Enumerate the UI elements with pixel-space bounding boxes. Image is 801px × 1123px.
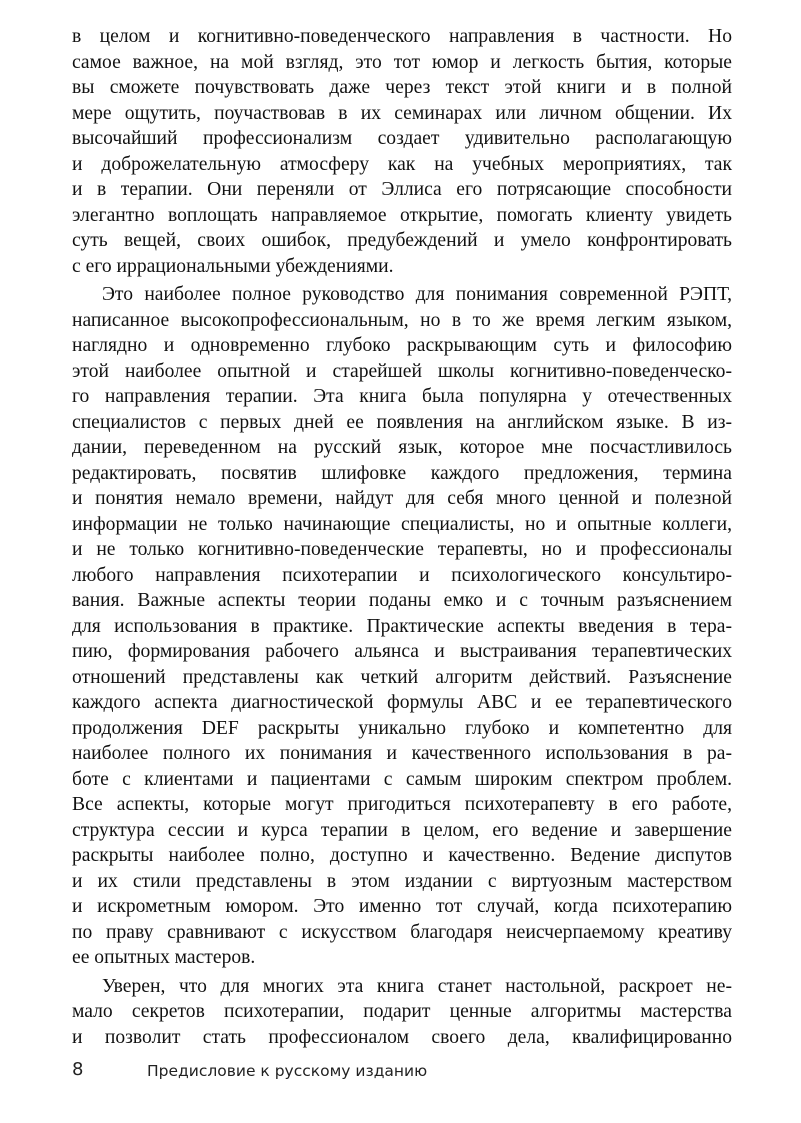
text-line: по праву сравнивают с искусством благодаря неисчерпаемому креативу [72,921,732,943]
text-line: этой наиболее опытной и старейшей школы когнитивно-поведенческо- [72,360,732,382]
text-line: Уверен, что для многих эта книга станет настольной, раскроет не- [102,975,732,997]
paragraph [72,24,732,279]
text-line: самое важное, на мой взгляд, это тот юмор и легкость бытия, которые [72,51,732,73]
text-line: любого направления психотерапии и психологического консультиро- [72,564,732,586]
text-line: раскрыты наиболее полно, доступно и качественно. Ведение диспутов [72,845,732,866]
text-line: пию, формирования рабочего альянса и выстраивания терапевтических [72,641,732,662]
text-line: для использования в практике. Практические аспекты введения в тера- [72,615,732,637]
paragraph [72,974,732,1051]
text-line: суть вещей, своих ошибок, предубеждений и умело конфронтировать [72,230,732,251]
text-line: написанное высокопрофессиональным, но в то же время легким языком, [72,309,732,331]
text-line: вы сможете почувствовать даже через текст этой книги и в полной [72,77,732,98]
text-line: Это наиболее полное руководство для понимания современной РЭПТ, [102,284,732,305]
text-line: ее опытных мастеров. [72,947,256,968]
text-line: с его иррациональными убеждениями. [72,255,394,277]
text-line: наиболее полного их понимания и качественного использования в ра- [72,743,732,764]
text-line: элегантно воплощать направляемое открытие, помогать клиенту увидеть [72,204,732,226]
text-line: редактировать, посвятив шлифовке каждого предложения, термина [72,462,732,484]
text-line: в целом и когнитивно-поведенческого направления в частности. Но [72,26,732,47]
page-number: 8 [72,1059,84,1080]
text-line: и не только когнитивно-поведенческие терапевты, но и профессионалы [72,539,732,560]
text-line: продолжения DEF раскрыты уникально глубоко и компетентно для [72,717,732,739]
text-line: и доброжелательную атмосферу как на учебных мероприятиях, так [72,153,732,175]
paragraph [72,282,732,971]
text-line: специалистов с первых дней ее появления на английском языке. В из- [72,411,732,433]
text-line: го направления терапии. Эта книга была популярна у отечественных [72,386,732,407]
text-line: боте с клиентами и пациентами с самым широким спектром проблем. [72,768,732,790]
text-line: и понятия немало времени, найдут для себя много ценной и полезной [72,488,732,509]
running-title: Предисловие к русскому изданию [147,1062,428,1080]
text-line: структура сессии и курса терапии в целом, его ведение и завершение [72,819,732,841]
text-line: и их стили представлены в этом издании с виртуозным мастерством [72,870,732,892]
body-text [72,24,732,1050]
text-line: каждого аспекта диагностической формулы ABC и ее терапевтического [72,692,732,713]
text-line: Все аспекты, которые могут пригодиться психотерапевту в его работе, [72,794,732,815]
text-line: и позволит стать профессионалом своего дела, квалифицированно [72,1026,732,1048]
text-line: дании, переведенном на русский язык, которое мне посчастливилось [72,437,732,458]
text-line: наглядно и одновременно глубоко раскрывающим суть и философию [72,335,732,356]
text-line: и в терапии. Они переняли от Эллиса его потрясающие способности [72,179,732,200]
text-line: информации не только начинающие специалисты, но и опытные коллеги, [72,513,732,535]
text-line: мало секретов психотерапии, подарит ценные алгоритмы мастерства [72,1001,732,1022]
text-line: высочайший профессионализм создает удивительно располагающую [72,128,732,149]
page-footer [0,1057,801,1083]
text-line: отношений представлены как четкий алгоритм действий. Разъяснение [72,666,732,688]
text-line: вания. Важные аспекты теории поданы емко и с точным разъяснением [72,590,732,611]
text-line: и искрометным юмором. Это именно тот случай, когда психотерапию [72,896,732,917]
text-line: мере ощутить, поучаствовав в их семинарах или личном общении. Их [72,102,732,124]
